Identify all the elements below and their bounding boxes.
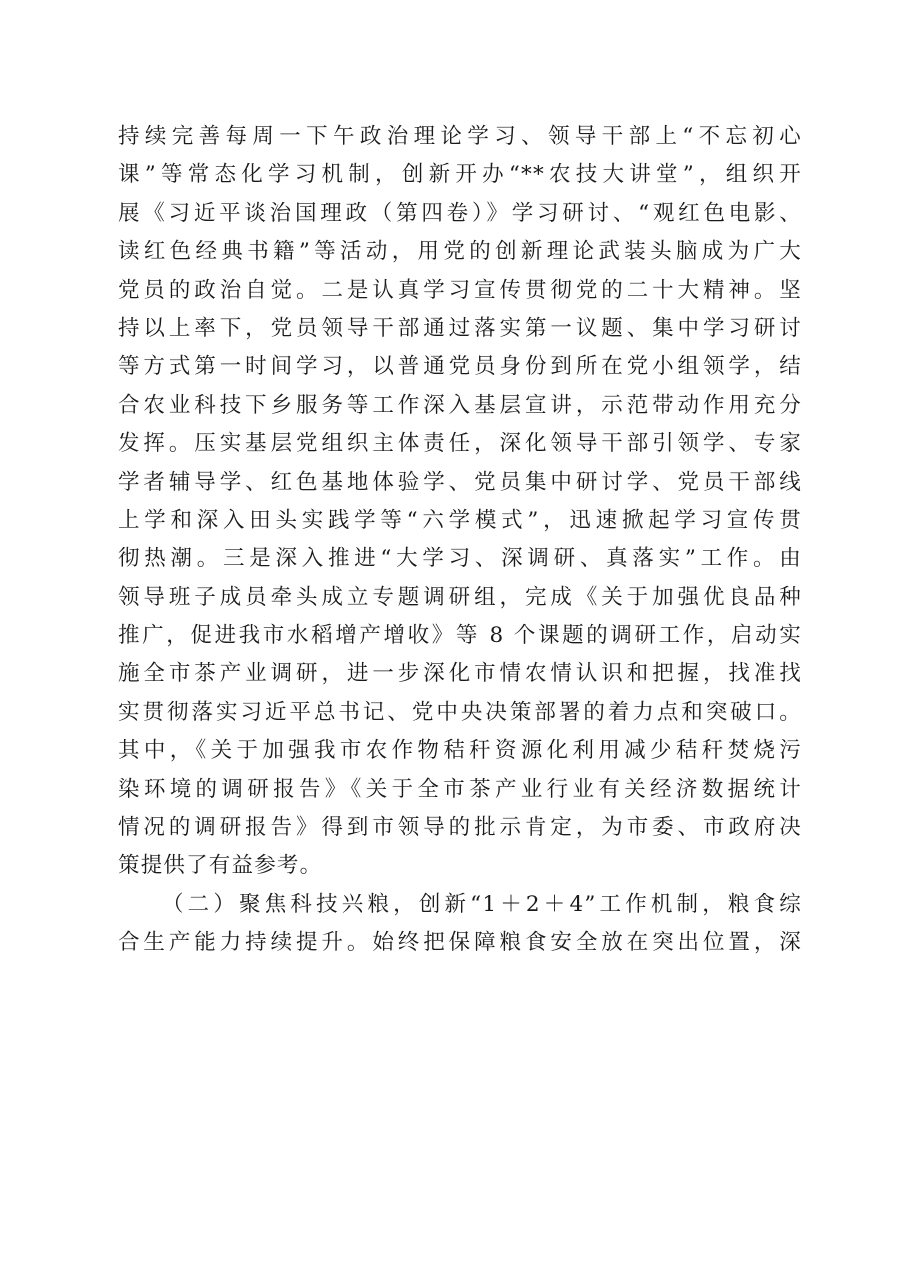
text-line: 持以上率下，党员领导干部通过落实第一议题、集中学习研讨: [118, 315, 802, 341]
paragraph-2: [118, 886, 802, 963]
text-line: 彻热潮。三是深入推进“大学习、深调研、真落实”工作。由: [118, 546, 802, 572]
text-line: 等方式第一时间学习，以普通党员身份到所在党小组领学，结: [118, 354, 802, 380]
document-body: [118, 118, 802, 963]
text-line: 领导班子成员牵头成立专题调研组，完成《关于加强优良品种: [118, 584, 802, 610]
text-line: 课”等常态化学习机制，创新开办“**农技大讲堂”，组织开: [118, 162, 802, 188]
text-line: 党员的政治自觉。二是认真学习宣传贯彻党的二十大精神。坚: [118, 277, 802, 303]
text-line: 染环境的调研报告》《关于全市茶产业行业有关经济数据统计: [118, 776, 802, 802]
text-line: 其中，《关于加强我市农作物秸秆资源化利用减少秸秆焚烧污: [118, 738, 802, 764]
text-line: 策提供了有益参考。: [118, 853, 323, 879]
text-line: 发挥。压实基层党组织主体责任，深化领导干部引领学、专家: [118, 431, 802, 457]
text-line: 上学和深入田头实践学等“六学模式”，迅速掀起学习宣传贯: [118, 507, 802, 533]
text-line: 持续完善每周一下午政治理论学习、领导干部上“不忘初心: [118, 124, 802, 149]
text-line: 推广，促进我市水稻增产增收》等 8 个课题的调研工作，启动实: [118, 623, 802, 649]
text-line: 读红色经典书籍”等活动，用党的创新理论武装头脑成为广大: [118, 239, 802, 265]
text-line: 实贯彻落实习近平总书记、党中央决策部署的着力点和突破口。: [118, 699, 802, 725]
text-line: 合生产能力持续提升。始终把保障粮食安全放在突出位置，深: [118, 930, 802, 956]
text-line: 施全市茶产业调研，进一步深化市情农情认识和把握，找准找: [118, 661, 802, 687]
text-line: 合农业科技下乡服务等工作深入基层宣讲，示范带动作用充分: [118, 392, 802, 418]
text-line: 情况的调研报告》得到市领导的批示肯定，为市委、市政府决: [118, 815, 802, 841]
text-line: 学者辅导学、红色基地体验学、党员集中研讨学、党员干部线: [118, 469, 802, 495]
paragraph-1: [118, 118, 802, 886]
section-heading-line: （二）聚焦科技兴粮，创新“1＋2＋4”工作机制，粮食综: [162, 891, 802, 917]
text-line: 展《习近平谈治国理政（第四卷）》学习研讨、“观红色电影、: [118, 200, 802, 226]
